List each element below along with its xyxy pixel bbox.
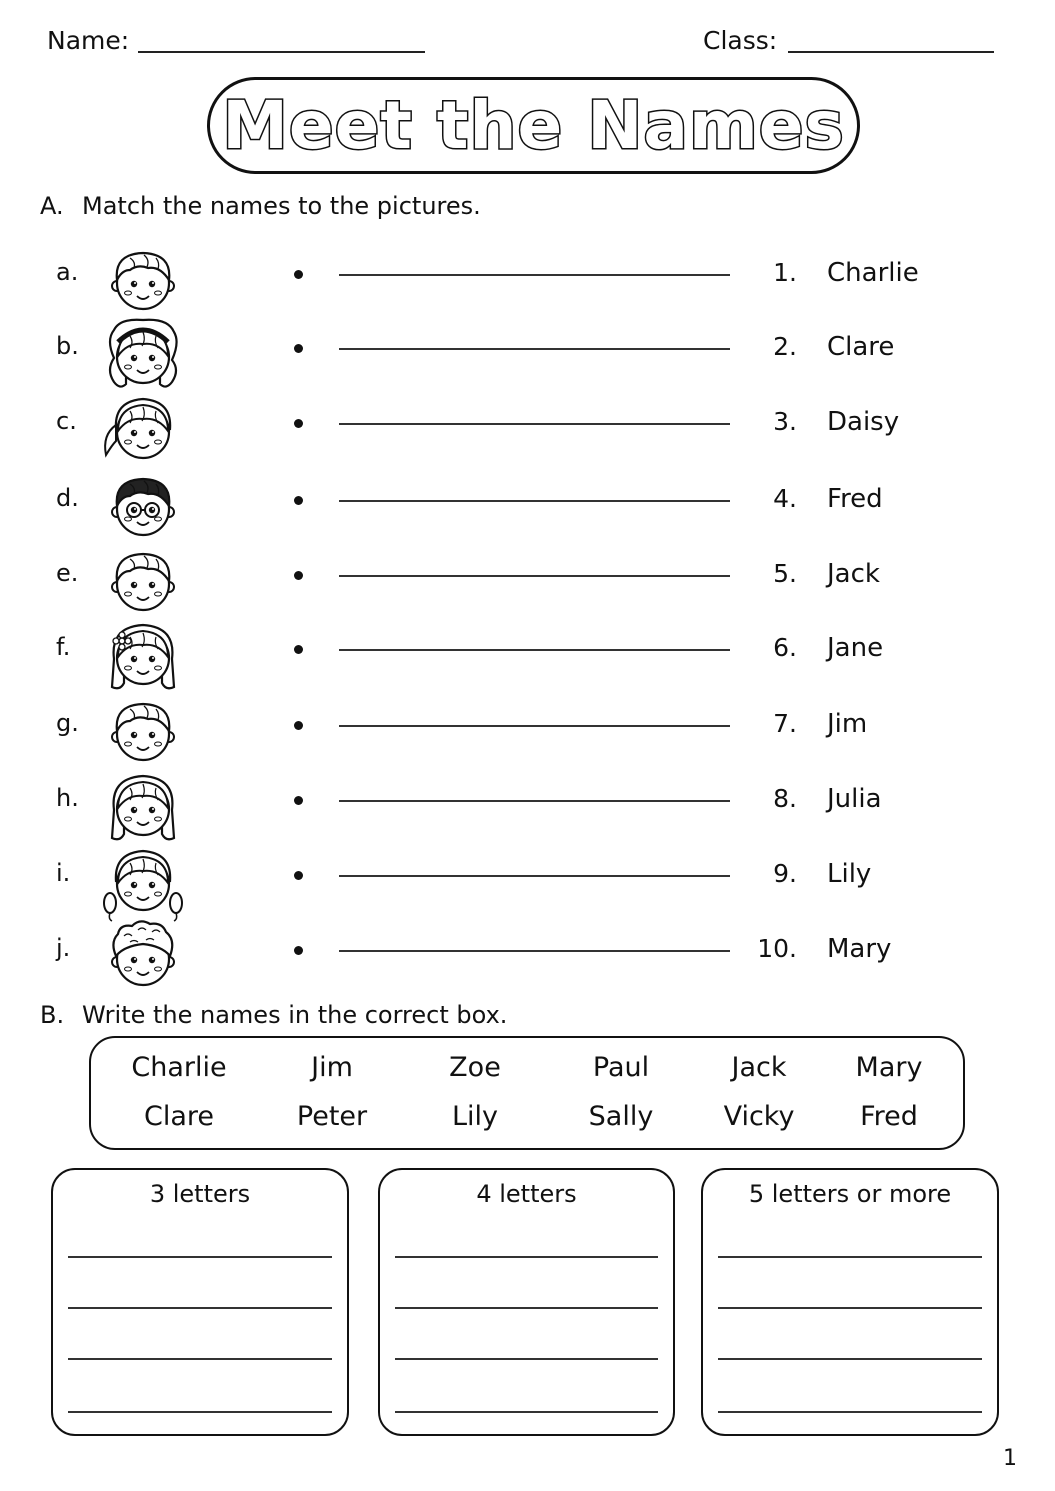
page-title: Meet the Names (222, 87, 845, 164)
word-bank-item: Sally (588, 1101, 654, 1132)
class-field[interactable] (788, 51, 994, 53)
name-number: 3. (773, 407, 797, 436)
answer-line[interactable] (339, 950, 730, 952)
name-option: Daisy (827, 407, 900, 437)
bullet-icon (294, 496, 303, 505)
name-option: Fred (827, 484, 883, 514)
section-a-letter: A. (40, 192, 64, 220)
answer-line[interactable] (68, 1411, 332, 1413)
answer-box-4-letters (378, 1168, 675, 1436)
title-banner (207, 77, 860, 174)
word-bank-item: Zoe (449, 1052, 501, 1083)
answer-line[interactable] (395, 1307, 658, 1309)
word-bank-item: Vicky (723, 1101, 795, 1132)
row-letter: e. (56, 559, 79, 587)
name-label: Name: (47, 26, 130, 55)
answer-line[interactable] (339, 575, 730, 577)
word-bank-item: Charlie (131, 1052, 227, 1083)
bullet-icon (294, 871, 303, 880)
bullet-icon (294, 721, 303, 730)
name-number: 7. (773, 709, 797, 738)
name-field[interactable] (138, 51, 425, 53)
section-b-heading (40, 1001, 507, 1029)
match-row (0, 934, 1055, 1004)
bullet-icon (294, 796, 303, 805)
name-number: 4. (773, 484, 797, 513)
word-bank-item: Clare (143, 1101, 215, 1132)
word-bank-item: Paul (592, 1052, 650, 1083)
word-bank (89, 1036, 965, 1150)
answer-line[interactable] (68, 1307, 332, 1309)
class-label: Class: (703, 26, 778, 55)
bullet-icon (294, 344, 303, 353)
girl-long-hair-face-icon (100, 762, 186, 848)
boy-glasses-face-icon (100, 462, 186, 548)
answer-line[interactable] (718, 1256, 982, 1258)
answer-box-3-letters (51, 1168, 349, 1436)
girl-pigtails-face-icon (100, 837, 186, 923)
section-a-heading (40, 192, 481, 220)
answer-line[interactable] (339, 423, 730, 425)
answer-line[interactable] (339, 500, 730, 502)
row-letter: j. (56, 934, 71, 962)
name-option: Julia (827, 784, 882, 814)
word-bank-item: Peter (296, 1101, 368, 1132)
section-b-letter: B. (40, 1001, 65, 1029)
section-b-instruction: Write the names in the correct box. (82, 1001, 508, 1029)
row-letter: i. (56, 859, 71, 887)
name-option: Lily (827, 859, 872, 889)
answer-line[interactable] (718, 1307, 982, 1309)
bullet-icon (294, 419, 303, 428)
section-a-instruction: Match the names to the pictures. (82, 192, 481, 220)
answer-line[interactable] (339, 274, 730, 276)
answer-box-5-letters-or-more (701, 1168, 999, 1436)
row-letter: a. (56, 258, 79, 286)
answer-line[interactable] (395, 1411, 658, 1413)
bullet-icon (294, 270, 303, 279)
girl-headband-face-icon (100, 310, 186, 396)
name-option: Jim (827, 709, 868, 739)
boy-face-icon (100, 687, 186, 773)
answer-line[interactable] (395, 1358, 658, 1360)
word-bank-item: Jack (731, 1052, 787, 1083)
row-letter: d. (56, 484, 79, 512)
answer-line[interactable] (395, 1256, 658, 1258)
answer-line[interactable] (339, 649, 730, 651)
word-bank-item: Jim (311, 1052, 353, 1083)
girl-ponytail-face-icon (100, 385, 186, 471)
row-letter: c. (56, 407, 77, 435)
name-number: 6. (773, 633, 797, 662)
name-number: 5. (773, 559, 797, 588)
answer-line[interactable] (339, 800, 730, 802)
answer-line[interactable] (718, 1358, 982, 1360)
answer-line[interactable] (339, 875, 730, 877)
name-option: Jane (827, 633, 884, 663)
row-letter: f. (56, 633, 71, 661)
name-number: 2. (773, 332, 797, 361)
word-bank-item: Mary (855, 1052, 923, 1083)
name-number: 8. (773, 784, 797, 813)
name-option: Jack (827, 559, 880, 589)
name-option: Mary (827, 934, 892, 964)
answer-box-title: 3 letters (149, 1180, 251, 1208)
page-number: 1 (1003, 1446, 1017, 1471)
bullet-icon (294, 645, 303, 654)
answer-line[interactable] (339, 725, 730, 727)
answer-box-title: 5 letters or more (748, 1180, 952, 1208)
answer-line[interactable] (339, 348, 730, 350)
answer-box-title: 4 letters (476, 1180, 577, 1208)
answer-line[interactable] (718, 1411, 982, 1413)
row-letter: h. (56, 784, 79, 812)
name-number: 9. (773, 859, 797, 888)
answer-line[interactable] (68, 1358, 332, 1360)
word-bank-item: Lily (451, 1101, 499, 1132)
word-bank-item: Fred (860, 1101, 918, 1132)
name-number: 10. (757, 934, 797, 963)
name-option: Charlie (827, 258, 919, 288)
girl-flower-face-icon (100, 611, 186, 697)
answer-line[interactable] (68, 1256, 332, 1258)
name-number: 1. (773, 258, 797, 287)
bullet-icon (294, 946, 303, 955)
row-letter: g. (56, 709, 79, 737)
row-letter: b. (56, 332, 79, 360)
bullet-icon (294, 571, 303, 580)
boy-curly-face-icon (100, 912, 186, 998)
name-option: Clare (827, 332, 895, 362)
